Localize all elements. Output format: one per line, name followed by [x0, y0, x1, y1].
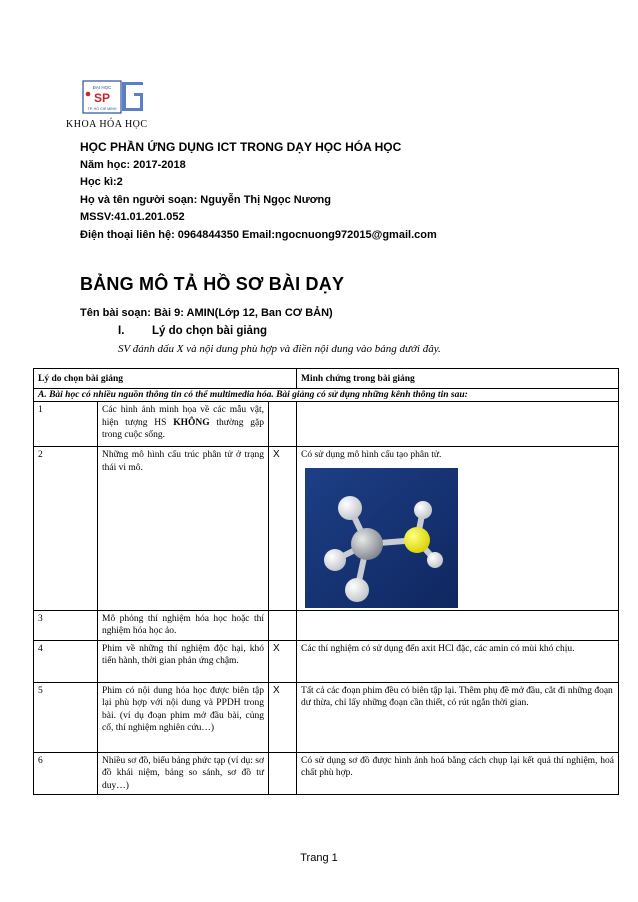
header-reason: Lý do chọn bài giảng	[34, 369, 297, 389]
university-logo	[82, 80, 144, 114]
row-mark[interactable]: X	[269, 447, 297, 611]
reasons-table	[33, 368, 619, 795]
row-number: 4	[34, 640, 98, 682]
page-number: Trang 1	[300, 852, 338, 864]
row-description: Nhiều sơ đồ, biểu bảng phức tạp (ví dụ: sơ đồ khái niệm, bảng so sánh, sơ đồ tư duy…)	[98, 752, 269, 795]
evidence-text: Có sử dụng mô hình cấu tạo phân tử.	[301, 450, 442, 460]
row-number: 2	[34, 447, 98, 611]
row-evidence	[297, 447, 619, 611]
row-evidence: Có sử dụng sơ đồ được hình ảnh hoá bằng cách chụp lại kết quả thí nghiệm, hoá chất phù hợp.	[297, 752, 619, 795]
row-number: 6	[34, 752, 98, 795]
faculty-name: KHOA HÓA HỌC	[66, 119, 148, 130]
lesson-name: Tên bài soạn: Bài 9: AMIN(Lớp 12, Ban CƠ BẢN)	[80, 307, 333, 319]
table-row	[34, 640, 619, 682]
row-mark[interactable]	[269, 752, 297, 795]
instruction-text: SV đánh dấu X và nội dung phù hợp và điền nội dung vào bảng dưới đây.	[118, 343, 441, 355]
group-a-label: A. Bài học có nhiều nguồn thông tin có thể multimedia hóa. Bài giảng có sử dụng những kênh thông tin sau:	[34, 388, 619, 402]
row-description: Phim có nội dung hóa học được biên tập lại phù hợp với nội dung và PPDH trong bài. (ví dụ đoạn phim mở đầu bài, củng cố, thí nghiệm nghiên cứu…)	[98, 682, 269, 752]
section-number: I.	[118, 325, 125, 337]
logo-text-top: ĐẠI HỌC	[92, 85, 112, 90]
table-header-row	[34, 369, 619, 389]
row-description: Các hình ảnh minh họa về các mẫu vật, hiện tượng HS KHÔNG thường gặp trong cuộc sống.	[98, 402, 269, 447]
header-info	[80, 139, 437, 244]
row-mark[interactable]: X	[269, 682, 297, 752]
module-title: HỌC PHẦN ỨNG DỤNG ICT TRONG DẠY HỌC HÓA HỌC	[80, 140, 402, 154]
row-mark[interactable]	[269, 610, 297, 640]
row-number: 3	[34, 610, 98, 640]
row-evidence	[297, 402, 619, 447]
student-id: MSSV:41.01.201.052	[80, 211, 185, 223]
author: Họ và tên người soạn: Nguyễn Thị Ngọc Nương	[80, 193, 331, 206]
school-year: Năm học: 2017-2018	[80, 158, 186, 171]
group-row	[34, 388, 619, 402]
row-mark[interactable]	[269, 402, 297, 447]
section-heading	[118, 325, 267, 337]
header-evidence: Minh chứng trong bài giảng	[297, 369, 619, 389]
row-description: Phim về những thí nghiệm độc hại, khó tiến hành, thời gian phản ứng chậm.	[98, 640, 269, 682]
semester: Học kì:2	[80, 176, 123, 188]
table-row	[34, 447, 619, 611]
logo-text-sp: SP	[93, 91, 111, 105]
row-evidence	[297, 610, 619, 640]
document-title: BẢNG MÔ TẢ HỒ SƠ BÀI DẠY	[80, 274, 345, 294]
section-title: Lý do chọn bài giảng	[152, 325, 267, 337]
row-description: Những mô hình cấu trúc phân tử ở trạng thái vi mô.	[98, 447, 269, 611]
contact-info: Điện thoại liên hệ: 0964844350 Email:ngocnuong972015@gmail.com	[80, 228, 437, 241]
row-number: 5	[34, 682, 98, 752]
molecule-model-image	[305, 468, 458, 608]
row-number: 1	[34, 402, 98, 447]
table-row	[34, 610, 619, 640]
row-mark[interactable]: X	[269, 640, 297, 682]
table-row	[34, 752, 619, 795]
table-row	[34, 402, 619, 447]
table-row	[34, 682, 619, 752]
logo-text-bottom: TP. HỒ CHÍ MINH	[87, 107, 117, 111]
row-description: Mô phỏng thí nghiệm hóa học hoặc thí nghiệm hóa học ảo.	[98, 610, 269, 640]
row-evidence: Tất cả các đoạn phim đều có biên tập lại. Thêm phụ đề mở đầu, cắt đi những đoạn dư thừa, chỉ lấy những đoạn cần thiết, có rút ngắn thời gian.	[297, 682, 619, 752]
row-evidence: Các thí nghiệm có sử dụng đến axit HCl đặc, các amin có mùi khó chịu.	[297, 640, 619, 682]
